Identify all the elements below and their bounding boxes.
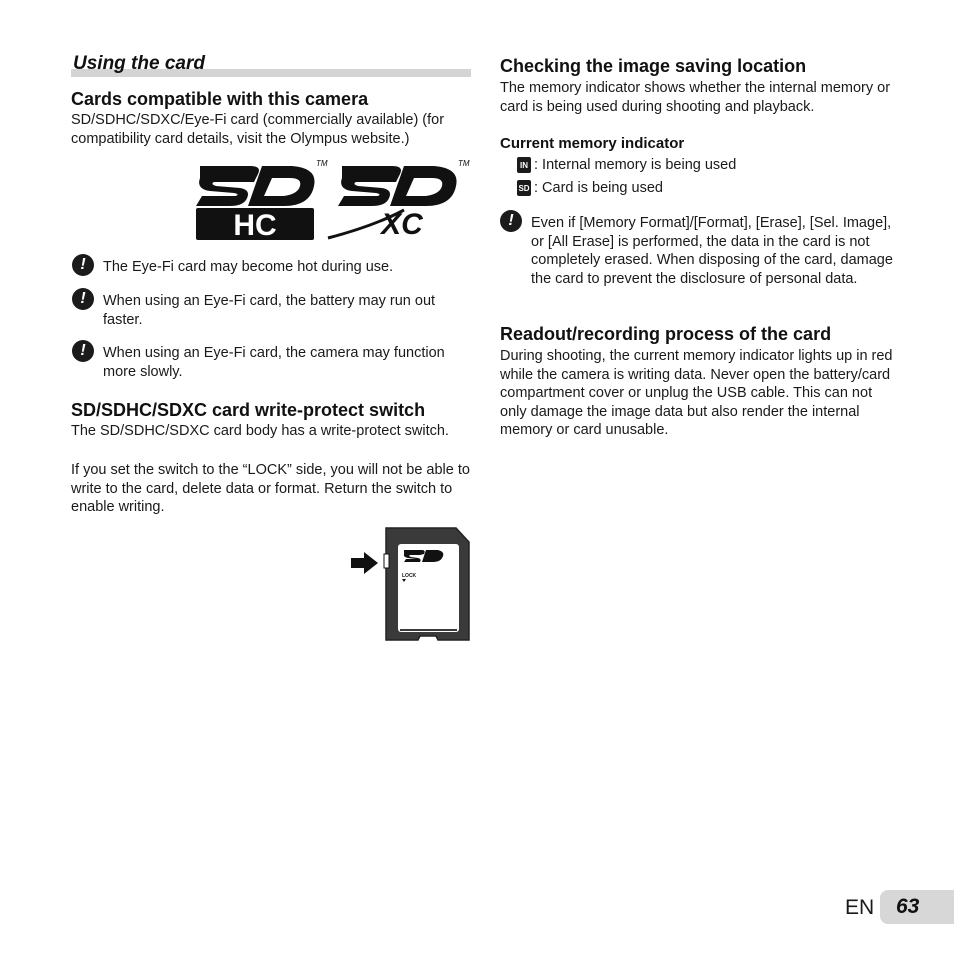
- check-heading: Checking the image saving location: [500, 56, 807, 76]
- switch-body-1: The SD/SDHC/SDXC card body has a write-protect switch.: [71, 423, 449, 439]
- svg-text:LOCK: LOCK: [402, 573, 417, 579]
- note-battery: [72, 292, 472, 329]
- switch-body-2: If you set the switch to the “LOCK” side, you will not be able to write to the card, delete data or format. Return the switch to enable writing.: [71, 462, 470, 515]
- note-hot: [72, 258, 472, 277]
- section-title-text: Using the card: [73, 53, 205, 74]
- arrow-right-icon: [351, 552, 378, 574]
- note-text: The Eye-Fi card may become hot during use.: [103, 259, 394, 275]
- sdhc-logo-icon: [196, 159, 328, 242]
- note-text: Even if [Memory Format]/[Format], [Erase], [Sel. Image], or [All Erase] is performed, the data in the card is not completely erased. When disposing of the card, damage the card to prevent the disclosure of personal data.: [531, 215, 893, 287]
- caution-icon: !: [72, 254, 94, 276]
- note-text: When using an Eye-Fi card, the camera may function more slowly.: [103, 345, 445, 380]
- indicator-internal-text: : Internal memory is being used: [534, 157, 737, 173]
- check-body: The memory indicator shows whether the internal memory or card is being used during shooting and playback.: [500, 80, 891, 115]
- caution-icon: !: [72, 340, 94, 362]
- cards-body: SD/SDHC/SDXC/Eye-Fi card (commercially available) (for compatibility card details, visit the Olympus website.): [71, 112, 445, 147]
- page-number: 63: [896, 895, 920, 918]
- caution-icon: !: [72, 288, 94, 310]
- indicator-heading: Current memory indicator: [500, 135, 685, 152]
- readout-body: During shooting, the current memory indicator lights up in red while the camera is writing data. Never open the battery/card compartment cover or unplug the USB cable. This can not only damage the image data but also render the internal memory or card unusable.: [500, 348, 893, 438]
- caution-icon: !: [500, 210, 522, 232]
- note-erase: [500, 214, 900, 288]
- note-slow: [72, 344, 472, 381]
- sd-card-illustration: [348, 526, 473, 644]
- readout-heading: Readout/recording process of the card: [500, 324, 832, 344]
- svg-text:HC: HC: [233, 209, 277, 242]
- sd-card-icon: SD: [517, 180, 531, 196]
- svg-text:XC: XC: [381, 208, 423, 241]
- switch-heading: SD/SDHC/SDXC card write-protect switch: [71, 400, 426, 420]
- internal-memory-icon: IN: [517, 157, 531, 173]
- cards-heading: Cards compatible with this camera: [71, 89, 369, 109]
- language-label: EN: [845, 896, 875, 919]
- indicator-card-text: : Card is being used: [534, 180, 663, 196]
- svg-text:TM: TM: [316, 159, 328, 168]
- sdxc-logo-icon: [328, 159, 470, 241]
- sd-logos: [192, 156, 477, 242]
- svg-text:TM: TM: [458, 159, 470, 168]
- note-text: When using an Eye-Fi card, the battery may run out faster.: [103, 293, 436, 328]
- indicator-card: [517, 180, 663, 196]
- indicator-internal: [517, 157, 736, 173]
- page-number-box: [880, 890, 954, 924]
- section-title: [71, 53, 471, 79]
